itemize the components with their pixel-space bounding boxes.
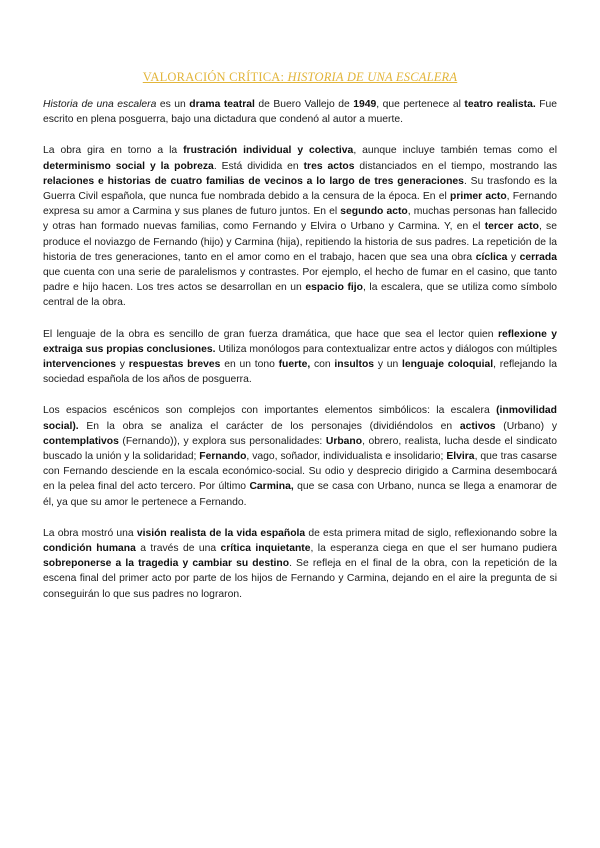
paragraph-4 xyxy=(43,403,557,509)
text-run: En la obra se analiza el carácter de los personajes (dividiéndolos en xyxy=(78,420,460,432)
text-run: con xyxy=(310,359,335,371)
text-run: . Está dividida en xyxy=(213,160,304,172)
bold-text: cerrada xyxy=(519,251,557,263)
italic-text: Historia de una escalera xyxy=(43,99,157,110)
text-run: , muchas personas han fallecido y otras han formado nuevas familias, como Fernando y Elvira o Urbano y Carmina. Y, en el xyxy=(43,206,557,233)
bold-text: condición humana xyxy=(43,543,136,555)
text-run: , se produce el noviazgo de Fernando (hijo) y Carmina (hija), repitiendo la historia de sus padres. La repetición de la historia de tres generaciones, tanto en el amor como en el trabajo, hacen que sea una obra xyxy=(43,221,557,263)
paragraph-2 xyxy=(43,143,557,310)
bold-text: activos xyxy=(459,420,496,432)
bold-text: frustración individual y colectiva xyxy=(183,145,354,157)
bold-text: insultos xyxy=(334,359,375,371)
text-run: Fue escrito en plena posguerra, bajo una dictadura que condenó al autor a muerte. xyxy=(43,99,558,126)
bold-text: visión realista de la vida española xyxy=(136,527,306,539)
paragraph-1 xyxy=(43,97,557,127)
bold-text: determinismo social y la pobreza xyxy=(43,160,214,172)
bold-text: respuestas breves xyxy=(128,359,221,371)
text-run: , vago, soñador, individualista e insolidario; xyxy=(246,451,447,463)
text-run: y un xyxy=(374,359,402,371)
title-work-name: HISTORIA DE UNA ESCALERA xyxy=(287,70,458,84)
bold-text: Carmina, xyxy=(249,481,294,493)
bold-text: tercer acto xyxy=(484,221,539,233)
bold-text: intervenciones xyxy=(43,359,117,371)
text-run: y xyxy=(507,251,520,263)
page-title xyxy=(43,70,557,85)
text-run: , reflejando la sociedad española de los años de posguerra. xyxy=(43,359,557,386)
text-run: Utiliza monólogos para contextualizar entre actos y diálogos con múltiples xyxy=(215,343,557,355)
text-run: , la esperanza ciega en que el ser humano pudiera xyxy=(310,543,557,555)
text-run: La obra mostró una xyxy=(43,527,137,539)
text-run: , que tras casarse con Fernando desciende en la escala económico-social. Su odio y desprecio dirigido a Carmina desembocará en la pelea final del acto tercero. Por último xyxy=(43,451,557,493)
bold-text: teatro realista. xyxy=(464,99,536,110)
bold-text: drama teatral xyxy=(189,99,255,110)
text-run: distanciados en el tiempo, mostrando las xyxy=(354,160,557,172)
text-run: . Se refleja en el final de la obra, con la repetición de la escena final del primer acto por parte de los hijos de Fernando y Carmina, dejando en el aire la pregunta de si conseguirán lo que sus padres no lograron. xyxy=(43,558,558,600)
text-run: (Urbano) y xyxy=(495,420,557,432)
bold-text: (inmovilidad social). xyxy=(43,405,557,432)
bold-text: lenguaje coloquial xyxy=(402,359,494,371)
bold-text: Urbano xyxy=(325,435,363,447)
bold-text: contemplativos xyxy=(43,435,119,447)
text-run: y xyxy=(116,359,129,371)
bold-text: espacio fijo xyxy=(305,282,363,294)
bold-text: tres actos xyxy=(303,160,355,172)
text-run: La obra gira en torno a la xyxy=(43,145,184,157)
bold-text: Elvira xyxy=(446,451,475,463)
text-run: a través de una xyxy=(135,543,221,555)
bold-text: cíclica xyxy=(475,251,508,263)
text-run: que cuenta con una serie de paralelismos y contrastes. Por ejemplo, el hecho de fumar en el casino, que tanto padre e hijo hacen. Los tres actos se desarrollan en un xyxy=(43,267,557,294)
text-run: . Su trasfondo es la Guerra Civil española, que nunca fue nombrada debido a la censura de la época. En el xyxy=(43,175,557,203)
text-run: de Buero Vallejo de xyxy=(254,99,354,110)
paragraph-3 xyxy=(43,327,557,388)
text-run: , la escalera, que se utiliza como símbolo central de la obra. xyxy=(43,282,558,309)
bold-text: fuerte, xyxy=(278,359,311,371)
text-run: Los espacios escénicos son complejos con importantes elementos simbólicos: la escalera xyxy=(43,405,497,417)
bold-text: reflexione y extraiga sus propias conclusiones. xyxy=(43,328,557,355)
text-run: , Fernando expresa su amor a Carmina y sus planes de futuro juntos. En el xyxy=(43,191,557,218)
bold-text: Fernando xyxy=(199,451,247,463)
text-run: , aunque incluye también temas como el xyxy=(353,145,557,157)
text-run: que se casa con Urbano, nunca se llega a enamorar de él, ya que su amor le pertenece a Fernando. xyxy=(43,481,557,508)
text-run: El lenguaje de la obra es sencillo de gran fuerza dramática, que hace que sea el lector quien xyxy=(43,328,498,340)
paragraph-5 xyxy=(43,526,557,602)
bold-text: crítica inquietante xyxy=(220,543,311,555)
text-run: , que pertenece al xyxy=(376,99,465,110)
text-run: en un tono xyxy=(220,359,279,371)
bold-text: segundo acto xyxy=(340,206,408,218)
text-run: (Fernando)), y explora sus personalidades: xyxy=(118,435,326,447)
title-label: VALORACIÓN CRÍTICA: xyxy=(142,70,288,84)
text-run: de esta primera mitad de siglo, reflexionando sobre la xyxy=(305,527,557,539)
body-text xyxy=(43,97,557,602)
bold-text: 1949 xyxy=(353,99,377,110)
bold-text: sobreponerse a la tragedia y cambiar su destino xyxy=(43,558,290,570)
bold-text: primer acto xyxy=(450,191,507,203)
bold-text: relaciones e historias de cuatro familias de vecinos a lo largo de tres generaciones xyxy=(43,175,464,187)
text-run: es un xyxy=(156,99,190,110)
text-run: , obrero, realista, lucha desde el sindicato buscado la unión y la solidaridad; xyxy=(43,435,557,463)
